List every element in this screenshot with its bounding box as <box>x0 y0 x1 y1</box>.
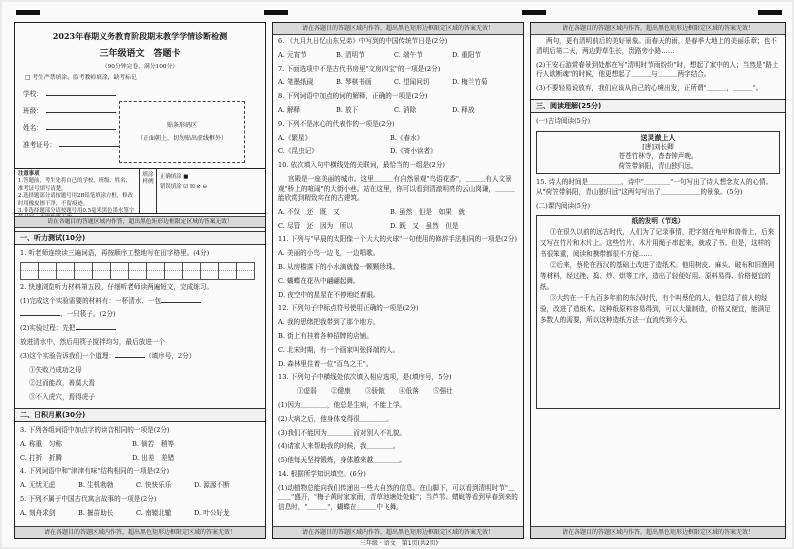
q2-option-3: ③不入虎穴，焉得虎子 <box>29 393 95 402</box>
column-2 <box>272 22 524 539</box>
bottom-warning: 请在各题目的答题区域内作答，超出黑色矩形边框限定区域的答案无效！ <box>15 526 265 538</box>
q13-item-3[interactable]: (3)我们不能因为＿＿＿＿而对别人不礼貌。 <box>278 428 407 437</box>
top-warning: 请在各题目的答题区域内作答，超出黑色矩形边框限定区域的答案无效！ <box>273 23 523 35</box>
q12-option-a[interactable]: A. 我的思绪把我带到了那个地方。 <box>278 318 380 327</box>
alignment-mark <box>522 10 546 15</box>
q10-options-2[interactable]: C. 尽管 还 因为 所以 D. 既 又 虽然 但是 <box>278 221 459 230</box>
q4-options[interactable]: A. 无忧无虑 B. 生机勃勃 C. 快快乐乐 D. 源源不断 <box>20 481 230 490</box>
q7-options[interactable]: A. 笔墨纸砚 B. 琴棋书画 C. 望闻问切 D. 梅兰竹菊 <box>278 78 488 87</box>
q13-item-4[interactable]: (4)请家人来帮助我的时候，我＿＿＿＿。 <box>278 442 400 451</box>
q8-prompt: 8. 下列词语中加点的词的解释，正确的一项是(2分) <box>278 92 428 101</box>
q6-prompt: 6. 《九月九日忆山东兄弟》中写到的中国传统节日是(2分) <box>278 37 448 45</box>
q2-2b: 放进清水中，然后用筷子搅拌均匀，最后放进一个 <box>20 337 166 346</box>
barcode-note: （正面朝上，切勿贴出虚线框外） <box>136 135 227 142</box>
top-warning: 请在各题目的答题区域内作答，超出黑色矩形边框限定区域的答案无效！ <box>531 23 785 35</box>
section-listening: 一、听力测试(10分) <box>15 231 265 245</box>
answer-area-warning: 请在各题目的答题区域内作答，超出黑色矩形边框限定区域的答案无效！ <box>15 216 265 228</box>
q2-prompt: 2. 快速浏览听力材料第五段，仔细听老师读两遍短文，完成练习。 <box>20 282 214 291</box>
page-footer: 三年级 · 语文 第1页(共2页) <box>359 540 439 547</box>
fill-example-label: 填涂样例 <box>140 169 157 213</box>
q3-prompt: 3. 下列各组词语中加点字的读音相同的一项是(2分) <box>20 425 170 434</box>
poem-line-1: 苍苍竹林寺，杳杳钟声晚。 <box>618 152 698 161</box>
q14-prompt: 14. 根据所学知识填空。(6分) <box>278 469 366 478</box>
q2-1[interactable]: (1)完成这个实验需要的材料有：一杯清水、一包 <box>15 295 265 309</box>
poem-title: 送灵澈上人 <box>640 132 676 142</box>
q10-options[interactable]: A. 不仅 还 既 又 B. 虽然 但是 如果 就 <box>278 207 465 216</box>
article-paragraph-3: ③大约在一千九百多年前的东汉时代，有个叫蔡伦的人，他总结了前人的经验，改进了造纸术。这种纸原料容易得到，可以大量制造，价格又便宜，能满足多数人的需要，所以这种造纸方法一直流传到今天。 <box>540 294 771 325</box>
q3-options-2[interactable]: C. 打折 折腾 D. 出差 差错 <box>20 453 175 462</box>
q9-options-2[interactable]: C.《昆虫记》 D.《寄小读者》 <box>278 147 437 156</box>
proctor-note: □ 考生严禁填涂，监考教师填涂，缺考标记 <box>25 75 137 81</box>
q14-part-3[interactable]: (3)不要轻易说放弃，我们应该从自己的心境出发，正所谓"＿＿＿，＿＿＿"。 <box>536 84 763 93</box>
q2-option-2: ②过而能改，善莫大焉 <box>29 379 95 388</box>
barcode-label: 贴条形码区 <box>166 122 197 129</box>
alignment-mark <box>264 10 288 15</box>
q10-prompt: 10. 依次填入句中横线处的关联词，最恰当的一组是(2分) <box>278 161 445 170</box>
q12-option-d[interactable]: D. 森林里住着一位"百鸟之王"。 <box>278 359 373 368</box>
q11-option-d[interactable]: D. 夜空中的星星在不停地眨着眼。 <box>278 290 380 299</box>
article-paragraph-2: ②后来，蔡伦在西汉的基础上改进了造纸术。他用树皮、麻头、破布和旧渔网等材料，经过挫、捣、炒、烘等工序，造出了轻便好用、原料易得、价格便宜的纸。 <box>540 261 775 292</box>
q8-options[interactable]: A. 解释 B. 放下 C. 消除 D. 释放 <box>278 105 475 114</box>
q13-word-bank: ①虚弱 ②健康 ③骄傲 ④低落 ⑤强壮 <box>297 387 453 396</box>
sheet-subtitle: 三年级语文 答题卡 <box>99 49 181 59</box>
q2-1b[interactable]: 、一只筷子。(2分) <box>15 308 265 322</box>
notice-text: 注意事项 1.答题前，考生先将自己的学校、班级、姓名、准考证号填写清楚。 2.选择题部分请按题号用2B铅笔填涂方框，修改时用橡皮擦干净，不留痕迹。 3.非选择题部分请按题号用0.5毫米黑色墨水签字 <box>15 169 140 213</box>
q14-part-2[interactable]: (2)王安石游赏春景到处都在写"清明时节雨纷纷"时，想起了家中的人；当然是"路上行人欲断魂"的时候，他更想起了＿＿＿与＿＿＿两字结合。 <box>536 60 779 79</box>
q13-item-2[interactable]: (2)大病之后，他身体变得很＿＿＿＿。 <box>278 414 393 423</box>
q5-options[interactable]: A. 刻舟求剑 B. 揠苗助长 C. 南辕北辙 D. 叶公好龙 <box>20 508 230 517</box>
q13-item-1[interactable]: (1)因为＿＿＿＿，他总是生病，不能上学。 <box>278 400 407 409</box>
column-1 <box>14 22 266 539</box>
q4-prompt: 4. 下列词语中和"津津有味"结构相同的一项是(2分) <box>20 467 170 476</box>
q11-option-b[interactable]: B. 从房檐落下的小水滴就像一颗颗珍珠。 <box>278 262 400 271</box>
column-3 <box>530 22 786 539</box>
alignment-mark <box>16 10 40 15</box>
q9-prompt: 9. 下列不是冰心的代表作的一项是(2分) <box>278 119 395 128</box>
exam-title: 2023年春期义务教育阶段期末教学学情诊断检测 <box>52 31 228 41</box>
q14-continued[interactable]: 两句，更有清明前后的美好景象。而春天的雨，是春季大地上的美丽乐章；也不清明后第二天，两边野草生长，贵路旁小路…… <box>536 37 777 55</box>
q2-3[interactable]: (3)这个实验告诉我们一个道理： （填序号，2分） <box>20 351 196 360</box>
reading-1-heading: (一)古诗阅读(5分) <box>536 116 591 125</box>
q2-2[interactable]: (2)实验过程：先把 <box>15 322 265 336</box>
q1-writing-grid[interactable] <box>20 262 260 280</box>
name-field[interactable]: 姓名： <box>23 122 265 132</box>
fill-examples: 正确填涂 ■ 错误填涂 ☑ ☒ ⊘ ⊖ <box>160 174 208 190</box>
q3-options[interactable]: A. 称重 匀称 B. 倘若 稍等 <box>20 439 175 448</box>
section-accumulation: 二、日积月累(30分) <box>15 408 265 422</box>
article-paragraph-1: ①在很久以前的远古时代，人们为了记录事情，把字刻在龟甲和兽骨上，后来又写在竹片和木片上。这些竹片、木片用绳子串起来，就成了书。但是，这样的书很笨重，阅读和携带都很不方便…… <box>540 228 775 259</box>
q12-option-c[interactable]: C. 北宋时期，有一个画家叫张择端的人。 <box>278 345 400 354</box>
q11-option-a[interactable]: A. 美丽的小鸟一边飞，一边唱歌。 <box>278 249 380 258</box>
q15-prompt[interactable]: 15. 诗人的时间是＿＿＿＿＿，诗中"＿＿＿＿"一句写出了诗人想念友人的心情。从"荷笠带斜阳，青山独归远"这两句写出了＿＿＿＿＿＿的景象。(5分) <box>536 177 773 196</box>
time-note: （90分钟完卷，满分100分） <box>101 64 179 70</box>
q10-passage: 宫殿是一座美丽的城市。这里＿＿＿有自然景观"鸟语花香"，＿＿＿有人文景观"桥上的喧闹"的大街小巷。站在这里，你可以看到清澈明亮的云山岗谦，＿＿＿能欣赏到精致实在的古建筑。 <box>278 174 515 203</box>
poem-box <box>536 131 780 174</box>
q13-prompt: 13. 下列句子中横线处依次填入相应选项，是(填序号，5分) <box>278 373 452 382</box>
q5-prompt: 5. 下列不属于中国古代寓言故事的一项是(2分) <box>20 494 157 503</box>
poem-line-2: 荷笠带斜阳，青山独归远。 <box>618 162 698 171</box>
class-field[interactable]: 班级： <box>23 105 265 115</box>
alignment-mark <box>758 10 782 15</box>
barcode-area <box>119 101 245 163</box>
q7-prompt: 7. 下面选项中不是古代书房里"文房四宝"的一项是(2分) <box>278 64 441 73</box>
section-reading: 三、阅读理解(25分) <box>531 99 785 113</box>
q12-prompt: 12. 下列句子中标点符号使用正确的一项是(2分) <box>278 304 419 313</box>
exam-number-field[interactable]: 准考证号： <box>23 139 265 149</box>
q1-prompt: 1. 听老师连续读三遍词语，再按顺序工整地写在田字格里。(4分) <box>20 249 210 257</box>
article-box <box>536 215 780 409</box>
q13-item-5[interactable]: (5)他每天坚持锻炼，身体越来越＿＿＿＿。 <box>278 456 407 465</box>
poem-author: [唐]刘长卿 <box>642 142 674 151</box>
q14-passage[interactable]: (1)动植物总能向我们传递出一些大自然的信息。在山脚下，可以看到清明时节"＿＿＿"盛开，"梅子黄时家家雨，青草池塘处处蛙"；当芦苇、蜻蜓等看到早春到来的信息时，"＿＿＿"，蝴蝶在＿＿＿中飞舞。 <box>278 483 518 512</box>
bottom-warning: 请在各题目的答题区域内作答，超出黑色矩形边框限定区域的答案无效！ <box>273 526 523 538</box>
bottom-warning: 请在各题目的答题区域内作答，超出黑色矩形边框限定区域的答案无效！ <box>531 526 785 538</box>
q11-option-c[interactable]: C. 蝴蝶在花丛中翩翩起舞。 <box>278 276 360 285</box>
q9-options[interactable]: A.《繁星》 B.《春水》 <box>278 133 424 142</box>
answer-sheet <box>2 2 792 547</box>
article-title: 纸的发明（节选） <box>631 217 685 226</box>
school-field[interactable]: 学校： <box>23 88 265 98</box>
reading-2-heading: (二)课内阅读(5分) <box>536 201 591 210</box>
notice-box <box>15 168 265 214</box>
q11-prompt: 11. 下列与"早晨的太阳像一个大大的火球"一句使用的修辞手法相同的一项是(2分) <box>278 235 517 244</box>
q12-option-b[interactable]: B. 街上有挂着各种招牌的店铺。 <box>278 331 373 340</box>
q2-option-1: ①失败乃成功之母 <box>29 365 82 374</box>
q6-options[interactable]: A. 元宵节 B. 清明节 C. 端午节 D. 重阳节 <box>278 50 482 59</box>
